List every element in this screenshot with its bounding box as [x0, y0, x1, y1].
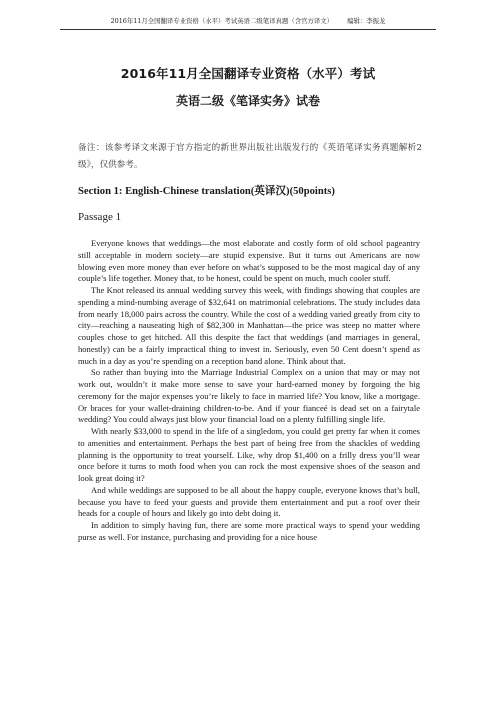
header-title: 2016年11月全国翻译专业资格（水平）考试英语二级笔译真题（含官方译文）	[110, 17, 334, 25]
paragraph: With nearly $33,000 to spend in the life of a singledom, you could get pretty far when it comes to amenities and entertainment. Perhaps the best part of being free from the shackles of wedding planning is the opportunity to treat yourself. Like, why drop $1,400 on a frilly dress you’ll wear once before it turns to moth food when you can rock the most expensive shoes of the season and look great doing it?	[78, 426, 420, 483]
passage-heading: Passage 1	[78, 211, 122, 223]
paragraph: In addition to simply having fun, there are some more practical ways to spend your wedding purse as well. For instance, purchasing and providing for a nice house	[78, 520, 420, 542]
header-editor: 编辑：李振龙	[347, 17, 386, 25]
header-divider	[60, 29, 436, 30]
paragraph: And while weddings are supposed to be all about the happy couple, everyone knows that’s bull, because you have to feed your guests and provide them entertainment and put a roof over their heads for a couple of hours and likely go into debt doing it.	[78, 484, 420, 519]
paragraph: The Knot released its annual wedding survey this week, with findings showing that couples are spending a mind-numbing average of $32,641 on matrimonial celebrations. The study includes data from nearly 18,000 pairs across the country. While the cost of a wedding varied greatly from city to city—reaching a nauseating high of $82,300 in Manhattan—the price was steep no matter where couples chose to get hitched. All this despite the fact that weddings (and marriages in general, honestly) can be a fairly impractical thing to invest in. Seriously, even 50 Cent doesn’t spend as much in a day as you’re spending on a reception band alone. Think about that.	[78, 285, 420, 366]
section-heading: Section 1: English-Chinese translation(英译汉)(50points)	[78, 186, 335, 197]
exam-subtitle: 英语二级《笔译实务》试卷	[175, 94, 320, 108]
paragraph: Everyone knows that weddings—the most elaborate and costly form of old school pageantry still acceptable in modern society—are stupid expensive. But it turns out Americans are now blowing even more money than ever before on what’s supposed to be the most magical day of any couple’s life together. Money that, to be honest, could be spent on much, much cooler stuff.	[78, 238, 420, 284]
page-header	[0, 16, 496, 25]
reference-note: 备注：该参考译文来源于官方指定的新世界出版社出版发行的《英语笔译实务真题解析2级》，仅供参考。	[78, 143, 422, 170]
passage-body	[78, 238, 420, 544]
exam-title: 2016年11月全国翻译专业资格（水平）考试	[120, 66, 376, 81]
paragraph: So rather than buying into the Marriage Industrial Complex on a union that may or may not work out, wouldn’t it make more sense to save your hard-earned money by forgoing the big ceremony for the major expenses you’re likely to face in married life? You know, like a mortgage. Or braces for your wallet-draining children-to-be. And if your fianceé is dead set on a fairytale wedding? You could always just blow your financial load on a plenty fulfilling single life.	[78, 367, 420, 425]
